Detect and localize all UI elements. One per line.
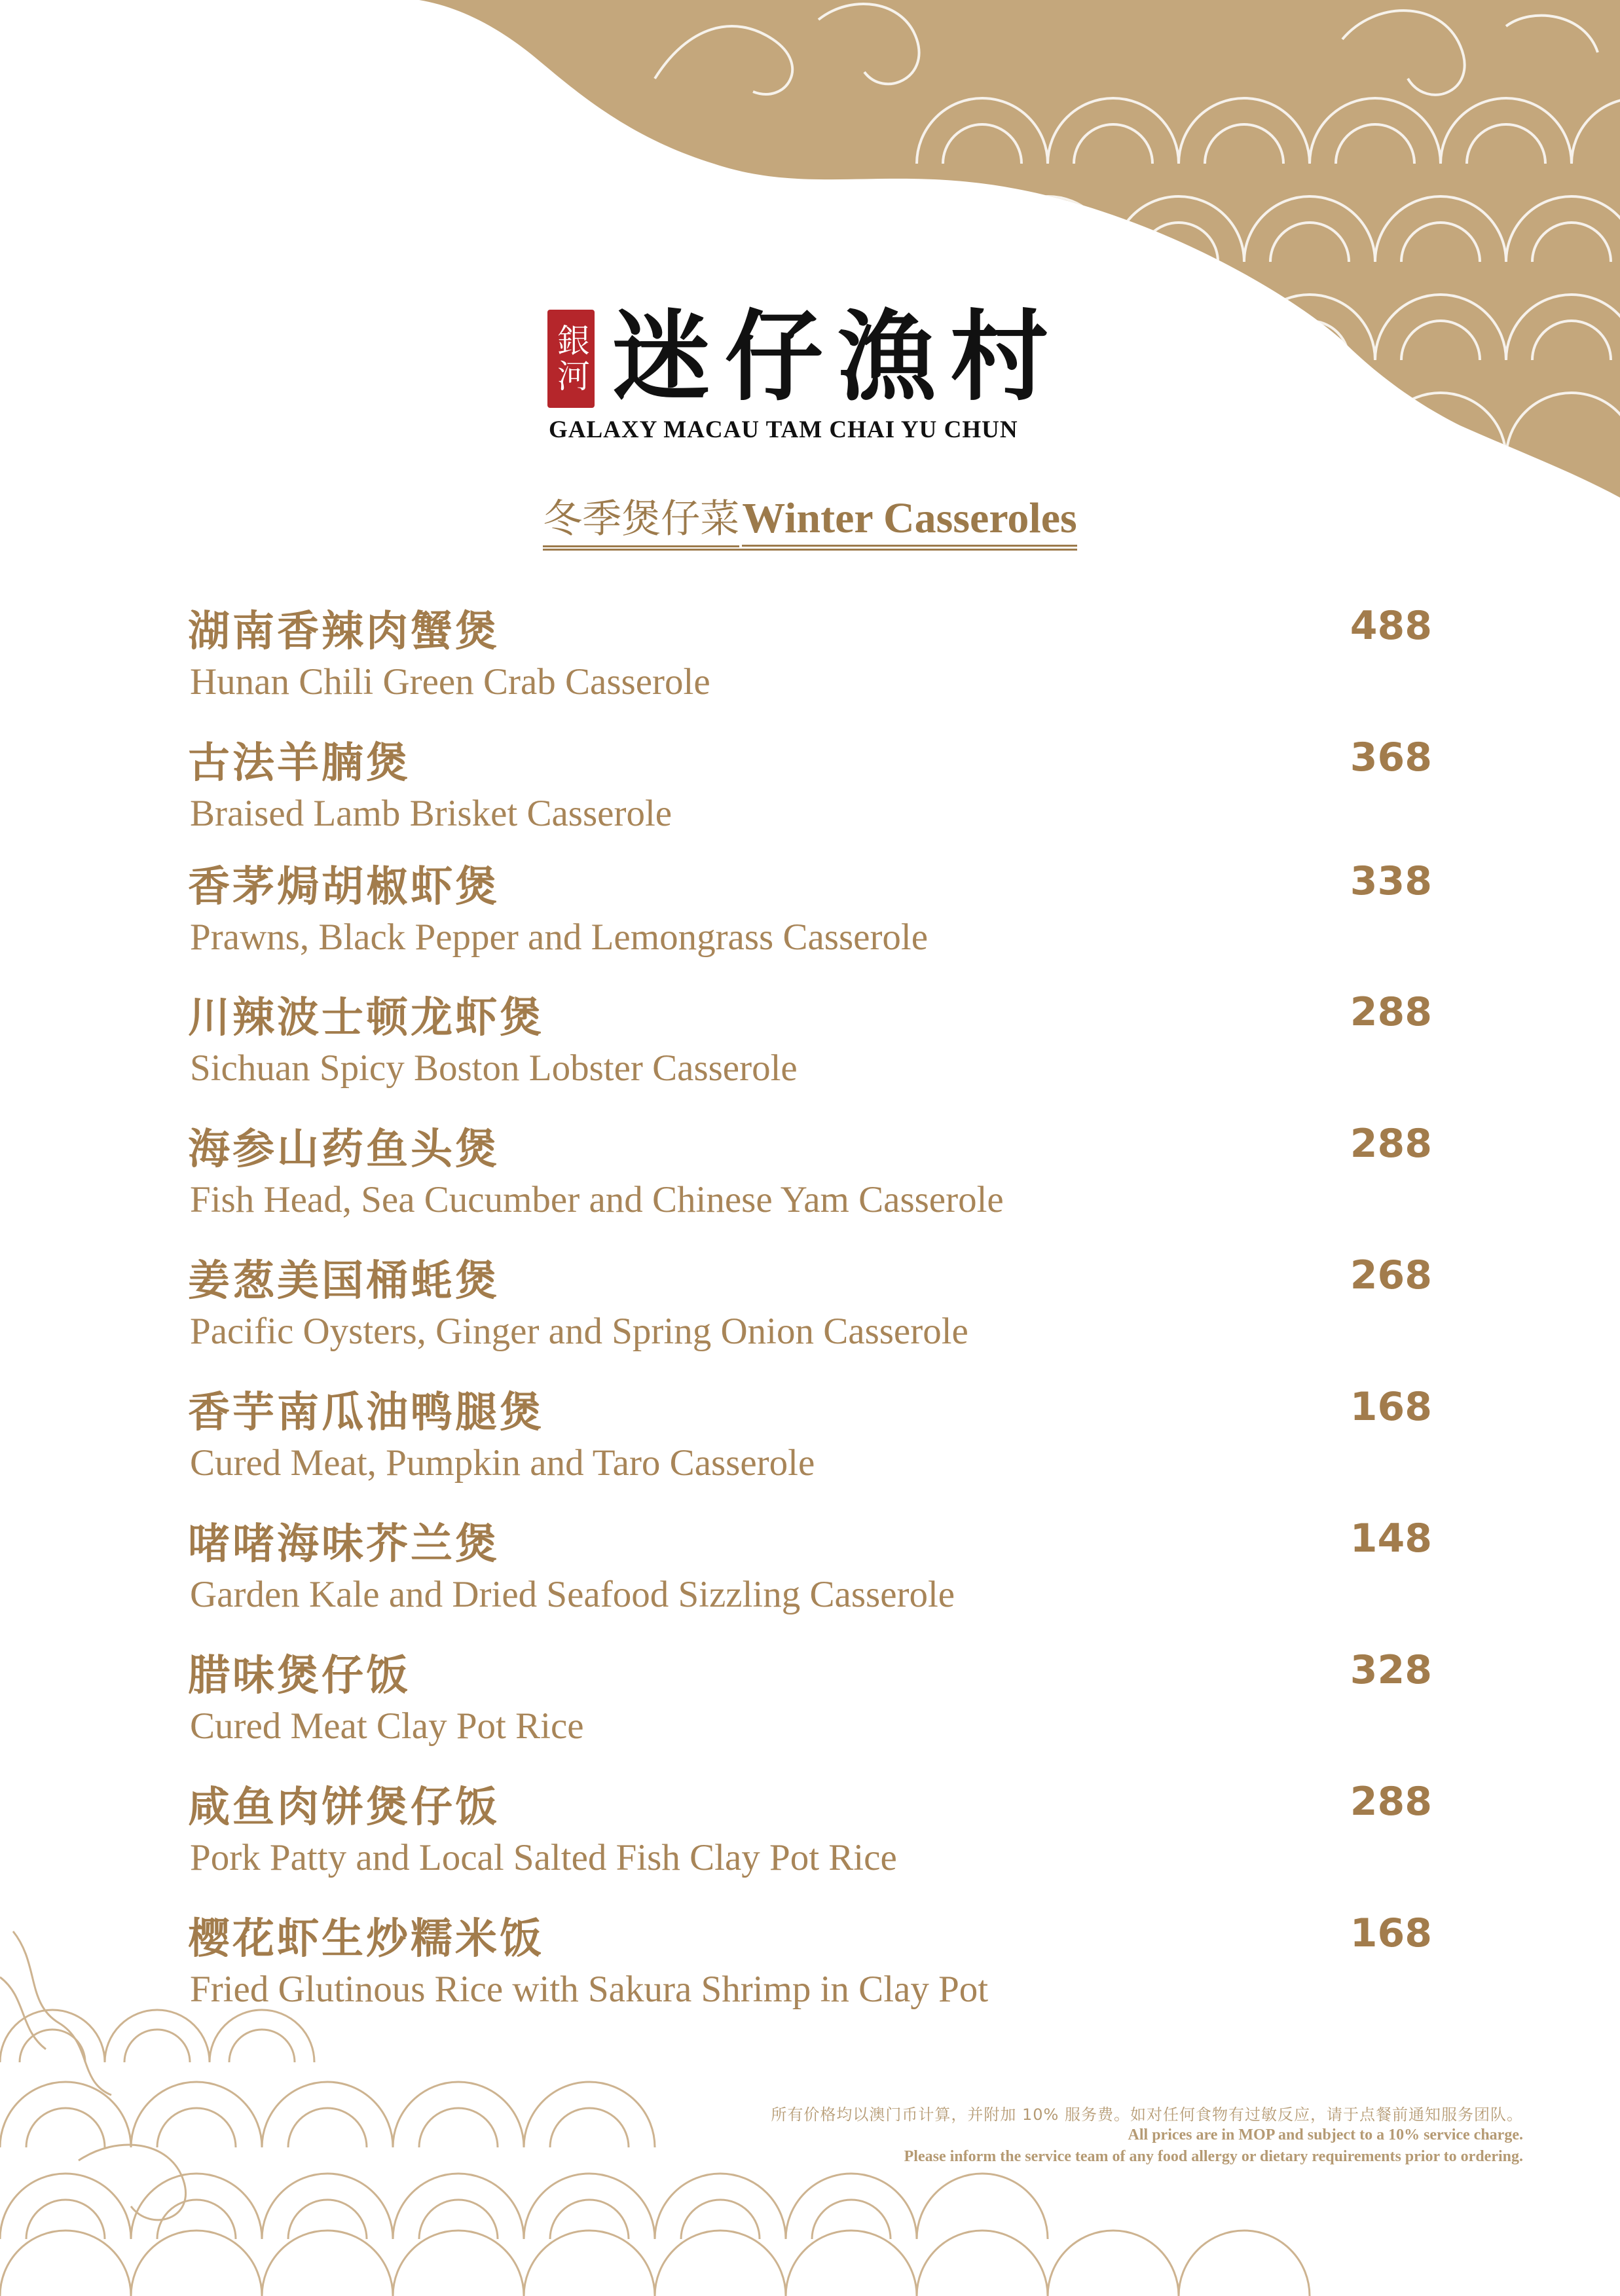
dish-name-en: Fish Head, Sea Cucumber and Chinese Yam Casserole xyxy=(190,1179,1004,1220)
menu-item xyxy=(188,1510,1432,1641)
dish-name-cn: 香茅焗胡椒虾煲 xyxy=(188,863,500,911)
menu-item xyxy=(188,1905,1432,2036)
footer-notice-allergy: Please inform the service team of any food allergy or dietary requirements prior to ordering. xyxy=(904,2148,1523,2165)
dish-price: 338 xyxy=(1350,858,1432,904)
dish-name-cn: 香芋南瓜油鸭腿煲 xyxy=(188,1389,544,1437)
dish-price: 288 xyxy=(1350,989,1432,1035)
menu-item xyxy=(188,1774,1432,1904)
footer-notice-cn: 所有价格均以澳门币计算，并附加 10% 服务费。如对任何食物有过敏反应，请于点餐前通知服务团队。 xyxy=(771,2105,1523,2124)
menu-item xyxy=(188,1642,1432,1773)
dish-price: 268 xyxy=(1350,1252,1432,1298)
dish-name-cn: 咸鱼肉饼煲仔饭 xyxy=(188,1783,500,1832)
dish-name-cn: 湖南香辣肉蟹煲 xyxy=(188,608,500,656)
logo-english-name: GALAXY MACAU TAM CHAI YU CHUN xyxy=(549,416,1018,443)
dish-name-cn: 姜葱美国桶蚝煲 xyxy=(188,1257,500,1305)
menu-item xyxy=(188,853,1432,984)
dish-name-en: Garden Kale and Dried Seafood Sizzling Casserole xyxy=(190,1574,955,1615)
dish-name-en: Hunan Chili Green Crab Casserole xyxy=(190,661,710,702)
menu-item xyxy=(188,598,1432,729)
dish-name-cn: 海参山药鱼头煲 xyxy=(188,1125,500,1174)
dish-name-cn: 腊味煲仔饭 xyxy=(188,1652,411,1700)
menu-item xyxy=(188,1247,1432,1378)
dish-name-cn: 古法羊腩煲 xyxy=(188,739,411,788)
dish-price: 288 xyxy=(1350,1779,1432,1825)
dish-name-en: Cured Meat Clay Pot Rice xyxy=(190,1705,584,1747)
dish-price: 288 xyxy=(1350,1121,1432,1167)
dish-name-cn: 川辣波士顿龙虾煲 xyxy=(188,994,544,1042)
menu-item xyxy=(188,1116,1432,1247)
footer-notice xyxy=(771,2102,1523,2168)
menu-item xyxy=(188,729,1432,860)
dish-price: 168 xyxy=(1350,1384,1432,1430)
logo-chinese-name: 迷仔漁村 xyxy=(612,299,1063,414)
dish-price: 148 xyxy=(1350,1516,1432,1561)
logo-seal: 銀河 xyxy=(547,310,595,408)
dish-name-en: Cured Meat, Pumpkin and Taro Casserole xyxy=(190,1442,815,1484)
menu-item xyxy=(188,984,1432,1115)
dish-price: 328 xyxy=(1350,1647,1432,1693)
section-title-cn: 冬季煲仔菜 xyxy=(543,488,739,547)
dish-name-en: Pacific Oysters, Ginger and Spring Onion Casserole xyxy=(190,1311,968,1352)
dish-name-en: Prawns, Black Pepper and Lemongrass Casserole xyxy=(190,917,929,958)
dish-price: 488 xyxy=(1350,603,1432,649)
footer-notice-price: All prices are in MOP and subject to a 10% service charge. xyxy=(1128,2126,1523,2143)
dish-name-cn: 樱花虾生炒糯米饭 xyxy=(188,1915,544,1963)
dish-price: 168 xyxy=(1350,1910,1432,1956)
section-title-en: Winter Casseroles xyxy=(742,494,1077,547)
dish-price: 368 xyxy=(1350,735,1432,780)
section-title xyxy=(0,488,1620,551)
menu-item xyxy=(188,1379,1432,1510)
dish-name-cn: 啫啫海味芥兰煲 xyxy=(188,1520,500,1569)
dish-name-en: Braised Lamb Brisket Casserole xyxy=(190,793,672,834)
restaurant-logo xyxy=(543,298,1107,455)
dish-name-en: Fried Glutinous Rice with Sakura Shrimp in Clay Pot xyxy=(190,1969,989,2010)
dish-name-en: Sichuan Spicy Boston Lobster Casserole xyxy=(190,1048,798,1089)
dish-name-en: Pork Patty and Local Salted Fish Clay Pot Rice xyxy=(190,1837,897,1878)
